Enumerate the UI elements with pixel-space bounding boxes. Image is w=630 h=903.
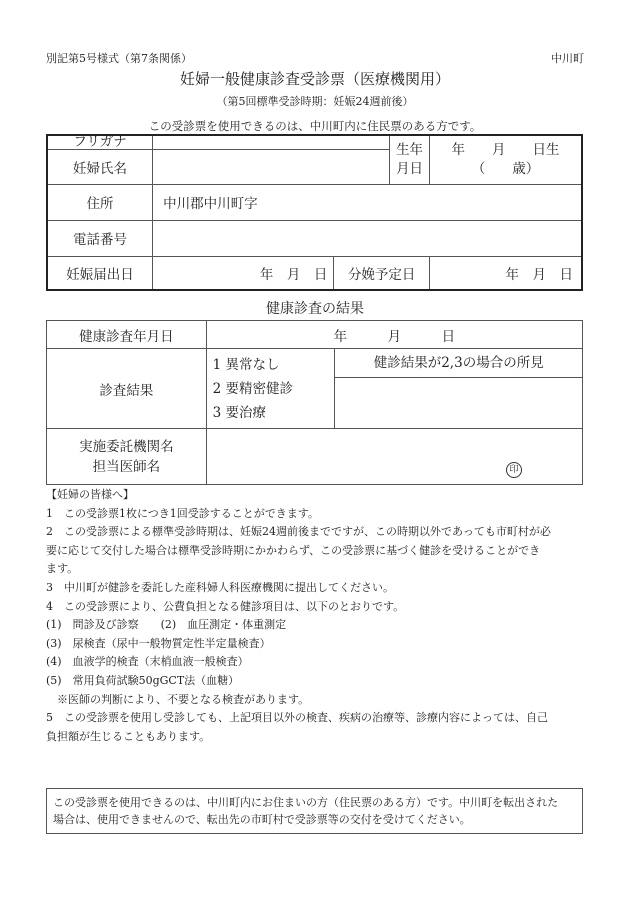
pregnancy-report-date[interactable]: 年 月 日	[153, 256, 334, 290]
exam-date-label: 健康診査年月日	[47, 321, 207, 349]
results-section-title: 健康診査の結果	[266, 301, 364, 317]
seal-icon: 印	[506, 462, 522, 478]
patient-notes	[46, 486, 583, 746]
note-line: ます。	[46, 562, 79, 576]
note-line: 5 この受診票を使用し受診しても、上記項目以外の検査、疾病の治療等、診療内容によっては、自己	[46, 711, 548, 725]
address-field[interactable]: 中川郡中川町字	[153, 184, 582, 220]
note-line: (4) 血液学的検査（末梢血液一般検査）	[46, 655, 249, 669]
due-date-field[interactable]: 年 月 日	[430, 256, 583, 290]
note-line: ※医師の判断により、不要となる検査があります。	[46, 692, 310, 706]
name-label: 妊婦氏名	[47, 149, 153, 184]
town-name: 中川町	[551, 52, 584, 65]
patient-info-table	[46, 134, 583, 291]
eligibility-notice: この受診票を使用できるのは、中川町内に住民票のある方です。	[148, 119, 482, 133]
address-label: 住所	[47, 184, 153, 220]
exam-date-field[interactable]: 年 月 日	[206, 321, 582, 349]
phone-field[interactable]	[153, 220, 582, 256]
note-line: 2 この受診票による標準受診時期は、妊娠24週前後までですが、この時期以外であっても市町村が必	[46, 525, 551, 539]
footer-notice: この受診票を使用できるのは、中川町内にお住まいの方（住民票のある方）です。中川町を転出された 場合は、使用できませんので、転出先の市町村で受診票等の交付を受けてください。	[46, 788, 583, 834]
note-line: (3) 尿検査（尿中一般物質定性半定量検査）	[46, 636, 271, 650]
result-option-detailed-exam[interactable]: 2 要精密健診	[212, 380, 294, 397]
result-option-treatment[interactable]: 3 要治療	[212, 404, 267, 421]
birthdate-field[interactable]: 年 月 日生 （ 歳）	[430, 135, 583, 184]
findings-cell	[335, 349, 583, 429]
note-line: 1 この受診票1枚につき1回受診することができます。	[46, 506, 319, 520]
results-table	[46, 320, 583, 485]
note-line: 3 中川町が健診を委託した産科婦人科医療機関に提出してください。	[46, 580, 394, 594]
notes-heading: 【妊婦の皆様へ】	[46, 488, 134, 501]
form-title: 妊婦一般健康診査受診票（医療機関用）	[179, 70, 450, 88]
note-line: 負担額が生じることもあります。	[46, 729, 211, 743]
birthdate-label: 生年 月日	[390, 135, 430, 184]
furigana-label: フリガナ	[47, 135, 153, 149]
result-option-normal[interactable]: 1 異常なし	[212, 356, 280, 373]
due-date-label: 分娩予定日	[334, 256, 430, 290]
furigana-field[interactable]	[153, 135, 390, 149]
note-line: 要に応じて交付した場合は標準受診時期にかかわらず、この受診票に基づく健診を受けることができ	[46, 543, 541, 557]
note-line: 4 この受診票により、公費負担となる健診項目は、以下のとおりです。	[46, 599, 405, 613]
form-number: 別記第5号様式（第7条関係）	[46, 52, 192, 65]
institution-label: 実施委託機関名 担当医師名	[47, 429, 207, 485]
result-label: 診査結果	[47, 349, 207, 429]
findings-label: 健診結果が2,3の場合の所見	[335, 349, 582, 378]
findings-field[interactable]	[335, 378, 582, 428]
phone-label: 電話番号	[47, 220, 153, 256]
result-options[interactable]	[206, 349, 335, 429]
name-field[interactable]	[153, 149, 390, 184]
note-line: (1) 問診及び診察 (2) 血圧測定・体重測定	[46, 618, 287, 632]
pregnancy-report-label: 妊娠届出日	[47, 256, 153, 290]
form-subtitle: （第5回標準受診時期：妊娠24週前後）	[216, 95, 414, 108]
note-line: (5) 常用負荷試験50gGCT法（血糖）	[46, 673, 240, 687]
institution-field[interactable]	[206, 429, 582, 485]
